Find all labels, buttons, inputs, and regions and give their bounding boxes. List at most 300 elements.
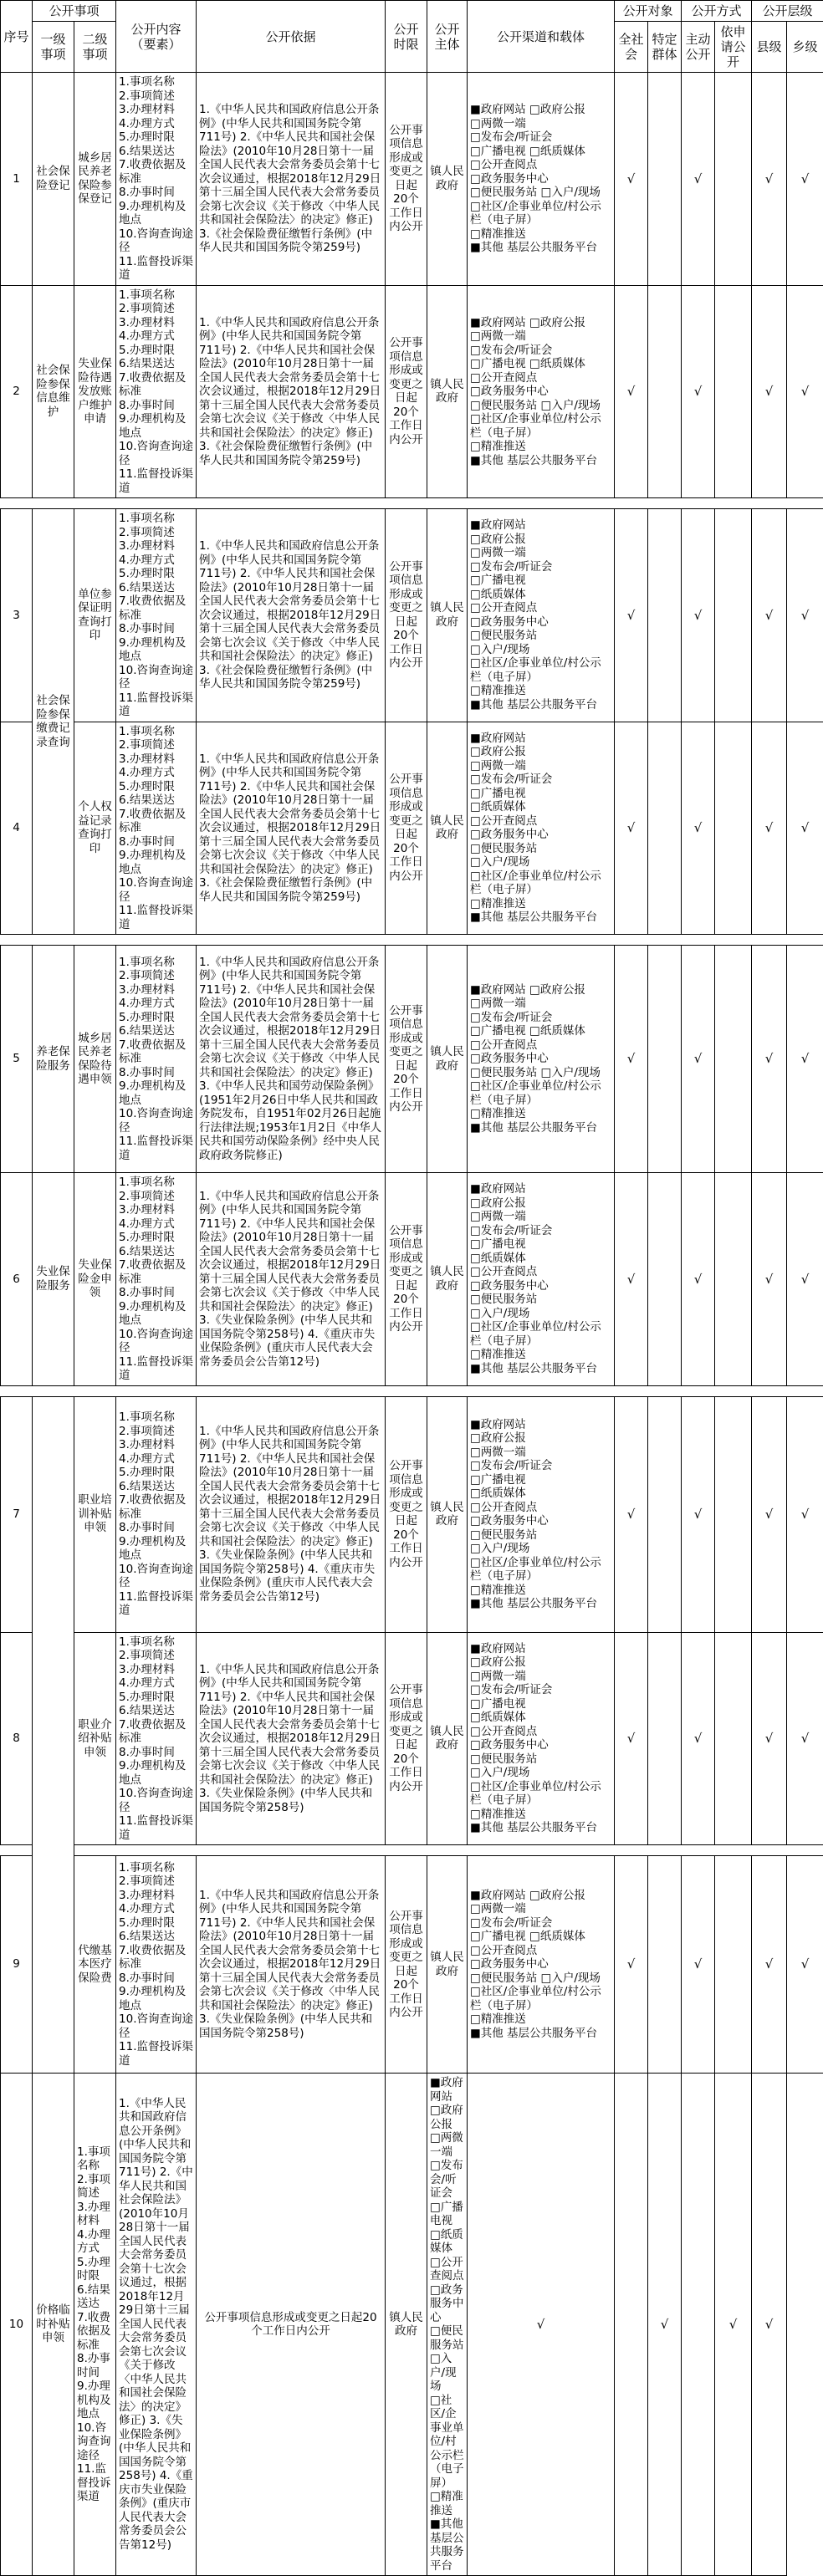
check-county: √ xyxy=(715,2074,752,2576)
channel-line: ■其他 基层公共服务平台 xyxy=(470,454,611,468)
time-limit: 公开事项信息形成或变更之日起20个工作日内公开 xyxy=(386,1856,427,2074)
check-all-society: √ xyxy=(615,1396,648,1632)
content-line: 5.办理时限 xyxy=(119,1011,193,1025)
content-line: 7.收费依据及标准 xyxy=(119,1493,193,1521)
table-row xyxy=(1,722,823,935)
check-on-request xyxy=(715,1856,752,2074)
channel-line: □社区/企事业单位/村公示栏（电子屏） xyxy=(470,1556,611,1584)
channel-line: □广播电视 xyxy=(470,1237,611,1252)
content-line: 8.办事时间 xyxy=(119,1521,193,1535)
check-town: √ xyxy=(787,73,823,286)
level2-item: 职业介绍补贴申领 xyxy=(74,1632,116,1845)
check-specific-group xyxy=(648,73,682,286)
header-object-group: 公开对象 xyxy=(615,1,682,22)
channel-line: ■政府网站 □政府公报 xyxy=(470,1889,611,1903)
row-number: 1 xyxy=(1,73,33,286)
content-line: 8.办事时间 xyxy=(119,1286,193,1300)
group-separator xyxy=(1,1845,823,1856)
check-county: √ xyxy=(752,722,787,935)
row-number: 7 xyxy=(1,1396,33,1632)
content-elements xyxy=(116,1632,197,1845)
check-all-society: √ xyxy=(615,946,648,1173)
channel-line: □纸质媒体 xyxy=(470,588,611,602)
time-limit: 公开事项信息形成或变更之日起20个工作日内公开 xyxy=(386,946,427,1173)
channel-line: □两微一端 xyxy=(430,2131,464,2159)
channel-line: □发布会/听证会 xyxy=(470,773,611,787)
content-line: 2.事项简述 xyxy=(119,526,193,540)
channel-line: □便民服务站 xyxy=(470,1293,611,1307)
content-line: 4.办理方式 xyxy=(119,553,193,568)
time-limit: 公开事项信息形成或变更之日起20个工作日内公开 xyxy=(386,1396,427,1632)
content-line: 9.办理机构及地点 xyxy=(119,200,193,227)
content-line: 8.办事时间 xyxy=(119,1066,193,1080)
check-county: √ xyxy=(752,1856,787,2074)
content-line: 6.结果送达 xyxy=(119,1024,193,1038)
level2-item: 个人权益记录查询打印 xyxy=(74,722,116,935)
channel-line: □公开查阅点 xyxy=(470,371,611,385)
channel-line: □便民服务站 □入户/现场 xyxy=(470,1066,611,1080)
content-line: 6.结果送达 xyxy=(77,2283,113,2311)
content-line: 7.收费依据及标准 xyxy=(119,1258,193,1286)
content-line: 8.办事时间 xyxy=(77,2352,113,2380)
channel-line: □社区/企事业单位/村公示栏（电子屏） xyxy=(470,1320,611,1348)
header-county: 县级 xyxy=(752,22,787,73)
channel-line: □精准推送 xyxy=(470,1348,611,1362)
channel-line: □公开查阅点 xyxy=(470,158,611,172)
check-specific-group xyxy=(648,1173,682,1386)
header-town: 乡级 xyxy=(787,22,823,73)
channel-line: □两微一端 xyxy=(470,1210,611,1224)
subject: 镇人民政府 xyxy=(427,1856,468,2074)
content-line: 9.办理机构及地点 xyxy=(119,1535,193,1563)
content-line: 11.监督投诉渠道 xyxy=(119,691,193,719)
content-line: 6.结果送达 xyxy=(119,581,193,595)
channel-line: □便民服务站 xyxy=(470,629,611,643)
channel-line: □两微一端 xyxy=(470,546,611,560)
channel-list xyxy=(468,1856,615,2074)
channel-line: □发布会/听证会 xyxy=(470,1459,611,1473)
header-seq: 序号 xyxy=(1,1,33,73)
channel-line: □纸质媒体 xyxy=(430,2228,464,2256)
content-line: 1.事项名称 xyxy=(119,1635,193,1650)
channel-line: □两微一端 xyxy=(470,117,611,131)
row-number: 2 xyxy=(1,285,33,498)
channel-line: □政务服务中心 xyxy=(470,828,611,842)
check-town: √ xyxy=(787,1396,823,1632)
table-row xyxy=(1,1396,823,1632)
channel-line: □纸质媒体 xyxy=(470,800,611,814)
content-line: 11.监督投诉渠道 xyxy=(119,1814,193,1842)
check-on-request xyxy=(715,285,752,498)
content-line: 4.办理方式 xyxy=(119,997,193,1011)
check-on-request xyxy=(682,2074,715,2576)
channel-line: □社区/企事业单位/村公示栏（电子屏） xyxy=(430,2394,464,2491)
basis-text: 1.《中华人民共和国政府信息公开条例》(中华人民共和国国务院令第711号) 2.《中华人民共和国社会保险法》(2010年10月28日第十一届全国人民代表大会常务委员会第十七次会议通过，根据2018年12月29日第十三届全国人民代表大会常务委员会第七次会议《关于修改〈中华人民共和国社会保险法〉的决定》修正) 3.《社会保险费征缴暂行条例》(中华人民共和国国务院令第259号) xyxy=(197,722,386,935)
content-elements xyxy=(116,946,197,1173)
check-town: √ xyxy=(787,285,823,498)
separator-cell xyxy=(1,1385,823,1396)
channel-list xyxy=(468,1632,615,1845)
check-active: √ xyxy=(682,1396,715,1632)
channel-line: □社区/企事业单位/村公示栏（电子屏） xyxy=(470,870,611,897)
channel-line: □政府公报 xyxy=(470,745,611,759)
content-line: 10.咨询查询途径 xyxy=(119,1787,193,1814)
check-town: √ xyxy=(752,2074,787,2576)
basis-text: 1.《中华人民共和国政府信息公开条例》(中华人民共和国国务院令第711号) 2.《中华人民共和国社会保险法》(2010年10月28日第十一届全国人民代表大会常务委员会第十七次会议通过，根据2018年12月29日第十三届全国人民代表大会常务委员会第七次会议《关于修改〈中华人民共和国社会保险法〉的决定》修正) 3.《失业保险条例》(中华人民共和国国务院令第258号) 4.《重庆市失业保险条例》(重庆市人民代表大会常务委员会公告第12号) xyxy=(197,1173,386,1386)
level2-item: 单位参保证明查询打印 xyxy=(74,509,116,722)
content-line: 8.办事时间 xyxy=(119,622,193,636)
channel-line: □发布会/听证会 xyxy=(470,1224,611,1238)
header-time: 公开时限 xyxy=(386,1,427,73)
content-line: 8.办事时间 xyxy=(119,1746,193,1760)
channel-line: ■政府网站 xyxy=(470,518,611,533)
check-county: √ xyxy=(752,946,787,1173)
channel-list xyxy=(468,509,615,722)
content-line: 10.咨询查询途径 xyxy=(119,2012,193,2040)
basis-text: 1.《中华人民共和国政府信息公开条例》(中华人民共和国国务院令第711号) 2.《中华人民共和国社会保险法》(2010年10月28日第十一届全国人民代表大会常务委员会第十七次会议通过，根据2018年12月29日第十三届全国人民代表大会常务委员会第七次会议《关于修改〈中华人民共和国社会保险法〉的决定》修正) 3.《失业保险条例》(中华人民共和国国务院令第258号) xyxy=(197,1856,386,2074)
channel-line: □便民服务站 □入户/现场 xyxy=(470,186,611,200)
row-number: 5 xyxy=(1,946,33,1173)
check-all-society: √ xyxy=(615,1856,648,2074)
check-town: √ xyxy=(787,509,823,722)
check-town: √ xyxy=(787,1632,823,1845)
content-line: 7.收费依据及标准 xyxy=(119,1718,193,1746)
channel-line: □精准推送 xyxy=(470,897,611,911)
content-line: 1.事项名称 xyxy=(119,512,193,526)
table-row xyxy=(1,509,823,722)
check-active: √ xyxy=(682,1856,715,2074)
subject: 镇人民政府 xyxy=(427,1632,468,1845)
content-line: 1.事项名称 xyxy=(119,75,193,89)
check-all-society: √ xyxy=(615,509,648,722)
content-line: 3.办理材料 xyxy=(119,103,193,117)
header-basis: 公开依据 xyxy=(197,1,386,73)
basis-text: 1.《中华人民共和国政府信息公开条例》(中华人民共和国国务院令第711号) 2.《中华人民共和国社会保险法》(2010年10月28日第十一届全国人民代表大会常务委员会第十七次会议通过，根据2018年12月29日第十三届全国人民代表大会常务委员会第七次会议《关于修改〈中华人民共和国社会保险法〉的决定》修正) 3.《中华人民共和国劳动保险条例》(1951年2月26日中华人民共和国政务院发布，自1951年02月26日起施行法律法规;1953年1月2日《中华人民共和国劳动保险条例》经中央人民政府政务院修正) xyxy=(197,946,386,1173)
channel-line: □政府公报 xyxy=(470,533,611,547)
check-active: √ xyxy=(682,1632,715,1845)
channel-line: □两微一端 xyxy=(470,329,611,344)
check-on-request xyxy=(715,1396,752,1632)
channel-line: □便民服务站 xyxy=(470,1752,611,1767)
content-elements xyxy=(116,73,197,286)
content-line: 4.办理方式 xyxy=(119,329,193,344)
channel-line: □两微一端 xyxy=(470,1902,611,1916)
channel-list xyxy=(468,722,615,935)
level1-item: 社会保险参保缴费记录查询 xyxy=(33,509,74,935)
channel-line: ■其他 基层公共服务平台 xyxy=(470,911,611,925)
content-line: 6.结果送达 xyxy=(119,1245,193,1259)
time-limit: 公开事项信息形成或变更之日起20个工作日内公开 xyxy=(197,2074,386,2576)
content-line: 2.事项简述 xyxy=(119,89,193,104)
time-limit: 公开事项信息形成或变更之日起20个工作日内公开 xyxy=(386,73,427,286)
channel-line: □广播电视 □纸质媒体 xyxy=(470,145,611,159)
channel-line: ■政府网站 xyxy=(470,1182,611,1196)
content-line: 4.办理方式 xyxy=(77,2228,113,2256)
check-county: √ xyxy=(752,285,787,498)
channel-line: □两微一端 xyxy=(470,1446,611,1460)
content-line: 6.结果送达 xyxy=(119,1930,193,1944)
content-line: 3.办理材料 xyxy=(119,1889,193,1903)
channel-line: □两微一端 xyxy=(470,1670,611,1684)
channel-line: □便民服务站 xyxy=(470,842,611,856)
channel-line: □政务服务中心 xyxy=(470,1052,611,1066)
check-county: √ xyxy=(752,509,787,722)
level1-item xyxy=(33,1396,74,2074)
subject: 镇人民政府 xyxy=(427,1173,468,1386)
channel-line: ■其他 基层公共服务平台 xyxy=(470,241,611,255)
channel-line: □政务服务中心 xyxy=(470,1738,611,1752)
content-line: 9.办理机构及地点 xyxy=(119,1079,193,1107)
content-line: 6.结果送达 xyxy=(119,357,193,371)
channel-line: □入户/现场 xyxy=(470,1307,611,1321)
table-row xyxy=(1,1856,823,2074)
level2-item: 代缴基本医疗保险费 xyxy=(74,1856,116,2074)
channel-line: □政务服务中心 xyxy=(470,1279,611,1293)
header-subject: 公开主体 xyxy=(427,1,468,73)
basis-text: 1.《中华人民共和国政府信息公开条例》(中华人民共和国国务院令第711号) 2.《中华人民共和国社会保险法》(2010年10月28日第十一届全国人民代表大会常务委员会第十七次会议通过，根据2018年12月29日第十三届全国人民代表大会常务委员会第七次会议《关于修改〈中华人民共和国社会保险法〉的决定》修正) 3.《社会保险费征缴暂行条例》(中华人民共和国国务院令第259号) xyxy=(197,73,386,286)
channel-line: □精准推送 xyxy=(470,1808,611,1822)
check-county: √ xyxy=(752,1173,787,1386)
content-line: 6.结果送达 xyxy=(119,145,193,159)
check-all-society: √ xyxy=(615,285,648,498)
content-line: 1.事项名称 xyxy=(77,2145,113,2173)
group-separator xyxy=(1,935,823,946)
content-line: 7.收费依据及标准 xyxy=(119,808,193,835)
content-line: 11.监督投诉渠道 xyxy=(119,255,193,283)
level2-item: 失业保险待遇发放账户维护申请 xyxy=(74,285,116,498)
check-on-request xyxy=(715,1173,752,1386)
check-all-society: √ xyxy=(615,73,648,286)
content-line: 3.办理材料 xyxy=(77,2201,113,2228)
channel-line: □政务服务中心 xyxy=(470,385,611,399)
channel-line: ■政府网站 □政府公报 xyxy=(470,316,611,330)
content-line: 5.办理时限 xyxy=(119,1466,193,1480)
check-specific-group xyxy=(648,946,682,1173)
channel-list xyxy=(468,73,615,286)
content-line: 1.事项名称 xyxy=(119,1861,193,1875)
channel-line: ■其他 基层公共服务平台 xyxy=(470,2027,611,2041)
content-line: 6.结果送达 xyxy=(119,793,193,808)
content-line: 5.办理时限 xyxy=(119,344,193,358)
channel-line: □政府公报 xyxy=(430,2104,464,2131)
content-line: 1.事项名称 xyxy=(119,1410,193,1425)
content-line: 9.办理机构及地点 xyxy=(119,1300,193,1328)
content-elements xyxy=(116,1396,197,1632)
content-line: 5.办理时限 xyxy=(119,780,193,794)
check-specific-group xyxy=(648,1632,682,1845)
channel-line: □发布会/听证会 xyxy=(470,344,611,358)
channel-line: ■其他 基层公共服务平台 xyxy=(470,1821,611,1835)
table-row xyxy=(1,946,823,1173)
content-line: 7.收费依据及标准 xyxy=(77,2311,113,2353)
content-line: 10.咨询查询途径 xyxy=(77,2421,113,2463)
check-active: √ xyxy=(682,73,715,286)
content-line: 2.事项简述 xyxy=(119,738,193,752)
check-on-request xyxy=(715,1632,752,1845)
content-line: 1.事项名称 xyxy=(119,288,193,303)
channel-line: □社区/企事业单位/村公示栏（电子屏） xyxy=(470,1780,611,1808)
channel-line: □公开查阅点 xyxy=(470,1725,611,1739)
channel-line: □发布会/听证会 xyxy=(470,560,611,574)
content-line: 10.咨询查询途径 xyxy=(119,227,193,255)
basis-text: 1.《中华人民共和国政府信息公开条例》(中华人民共和国国务院令第711号) 2.《中华人民共和国社会保险法》(2010年10月28日第十一届全国人民代表大会常务委员会第十七次会议通过，根据2018年12月29日第十三届全国人民代表大会常务委员会第七次会议《关于修改〈中华人民共和国社会保险法〉的决定》修正) 3.《失业保险条例》(中华人民共和国国务院令第258号) xyxy=(197,1632,386,1845)
content-line: 5.办理时限 xyxy=(119,130,193,145)
row-number: 4 xyxy=(1,722,33,935)
content-line: 9.办理机构及地点 xyxy=(119,412,193,440)
level2-item: 价格临时补贴申领 xyxy=(33,2074,74,2576)
content-elements xyxy=(116,722,197,935)
channel-line: □便民服务站 xyxy=(470,1528,611,1543)
subject: 镇人民政府 xyxy=(386,2074,427,2576)
content-line: 9.办理机构及地点 xyxy=(119,1985,193,2012)
channel-line: ■政府网站 □政府公报 xyxy=(470,103,611,117)
content-line: 9.办理机构及地点 xyxy=(119,1759,193,1787)
check-county: √ xyxy=(752,1632,787,1845)
content-line: 11.监督投诉渠道 xyxy=(119,1590,193,1618)
content-line: 2.事项简述 xyxy=(119,1649,193,1663)
check-active: √ xyxy=(682,722,715,935)
level1-item: 失业保险服务 xyxy=(33,1173,74,1386)
check-on-request xyxy=(715,509,752,722)
separator-cell xyxy=(1,1845,823,1856)
check-specific-group xyxy=(648,1396,682,1632)
row-number: 6 xyxy=(1,1173,33,1386)
content-line: 4.办理方式 xyxy=(119,1902,193,1916)
check-town: √ xyxy=(787,946,823,1173)
content-line: 3.办理材料 xyxy=(119,752,193,767)
channel-line: □精准推送 xyxy=(470,2012,611,2027)
content-line: 5.办理时限 xyxy=(119,1916,193,1931)
content-line: 3.办理材料 xyxy=(119,983,193,997)
check-specific-group xyxy=(615,2074,648,2576)
channel-line: □便民服务站 xyxy=(430,2324,464,2352)
channel-line: □便民服务站 □入户/现场 xyxy=(470,399,611,413)
time-limit: 公开事项信息形成或变更之日起20个工作日内公开 xyxy=(386,722,427,935)
check-active: √ xyxy=(682,1173,715,1386)
channel-line: ■政府网站 □政府公报 xyxy=(470,983,611,997)
subject: 镇人民政府 xyxy=(427,946,468,1173)
content-line: 5.办理时限 xyxy=(119,1691,193,1705)
level2-item: 城乡居民养老保险参保登记 xyxy=(74,73,116,286)
channel-line: □政务服务中心 xyxy=(470,1514,611,1528)
channel-line: □发布会/听证会 xyxy=(430,2159,464,2201)
level2-item: 城乡居民养老保险待遇申领 xyxy=(74,946,116,1173)
basis-text: 1.《中华人民共和国政府信息公开条例》(中华人民共和国国务院令第711号) 2.《中华人民共和国社会保险法》(2010年10月28日第十一届全国人民代表大会常务委员会第十七次会议通过，根据2018年12月29日第十三届全国人民代表大会常务委员会第七次会议《关于修改〈中华人民共和国社会保险法〉的决定》修正) 3.《失业保险条例》(中华人民共和国国务院令第258号) 4.《重庆市失业保险条例》(重庆市人民代表大会常务委员会公告第12号) xyxy=(116,2074,197,2576)
channel-line: □入户/现场 xyxy=(470,1766,611,1780)
channel-line: □广播电视 □纸质媒体 xyxy=(470,357,611,371)
check-specific-group xyxy=(648,1856,682,2074)
channel-line: □发布会/听证会 xyxy=(470,1916,611,1931)
check-all-society: √ xyxy=(615,722,648,935)
content-line: 1.事项名称 xyxy=(119,725,193,739)
content-line: 9.办理机构及地点 xyxy=(77,2380,113,2421)
check-specific-group xyxy=(648,509,682,722)
content-line: 10.咨询查询途径 xyxy=(119,1107,193,1135)
row-number: 9 xyxy=(1,1856,33,2074)
content-line: 1.事项名称 xyxy=(119,956,193,970)
content-line: 10.咨询查询途径 xyxy=(119,440,193,467)
content-line: 8.办事时间 xyxy=(119,835,193,849)
check-town: √ xyxy=(787,1173,823,1386)
table-row xyxy=(1,2074,823,2576)
content-line: 2.事项简述 xyxy=(119,1875,193,1889)
basis-text: 1.《中华人民共和国政府信息公开条例》(中华人民共和国国务院令第711号) 2.《中华人民共和国社会保险法》(2010年10月28日第十一届全国人民代表大会常务委员会第十七次会议通过，根据2018年12月29日第十三届全国人民代表大会常务委员会第七次会议《关于修改〈中华人民共和国社会保险法〉的决定》修正) 3.《社会保险费征缴暂行条例》(中华人民共和国国务院令第259号) xyxy=(197,285,386,498)
content-line: 8.办事时间 xyxy=(119,186,193,200)
check-specific-group xyxy=(648,722,682,935)
row-number: 3 xyxy=(1,509,33,722)
channel-line: ■其他 基层公共服务平台 xyxy=(470,1121,611,1135)
level1-item: 养老保险服务 xyxy=(33,946,74,1173)
channel-line: □政务服务中心 xyxy=(470,1957,611,1972)
header-specific-group: 特定群体 xyxy=(648,22,682,73)
content-line: 11.监督投诉渠道 xyxy=(119,467,193,495)
channel-line: □广播电视 xyxy=(470,787,611,801)
content-line: 3.办理材料 xyxy=(119,1203,193,1217)
content-elements xyxy=(116,1173,197,1386)
check-active: √ xyxy=(648,2074,682,2576)
check-active: √ xyxy=(682,509,715,722)
table-row xyxy=(1,1173,823,1386)
channel-line: □社区/企事业单位/村公示栏（电子屏） xyxy=(470,200,611,227)
check-all-society: √ xyxy=(615,1173,648,1386)
time-limit: 公开事项信息形成或变更之日起20个工作日内公开 xyxy=(386,509,427,722)
channel-line: □公开查阅点 xyxy=(470,1265,611,1279)
channel-line: □广播电视 xyxy=(430,2201,464,2228)
content-line: 2.事项简述 xyxy=(119,969,193,983)
channel-line: □政务服务中心 xyxy=(470,615,611,630)
check-active: √ xyxy=(682,946,715,1173)
content-line: 10.咨询查询途径 xyxy=(119,876,193,904)
content-line: 1.事项名称 xyxy=(119,1176,193,1190)
header-item-group: 公开事项 xyxy=(33,1,116,22)
channel-line: □社区/企事业单位/村公示栏（电子屏） xyxy=(470,1079,611,1107)
content-line: 11.监督投诉渠道 xyxy=(119,904,193,931)
header-channel: 公开渠道和载体 xyxy=(468,1,615,73)
channel-line: □精准推送 xyxy=(430,2490,464,2517)
content-line: 4.办理方式 xyxy=(119,766,193,780)
channel-line: □精准推送 xyxy=(470,440,611,454)
channel-line: □广播电视 □纸质媒体 xyxy=(470,1024,611,1038)
channel-line: □两微一端 xyxy=(470,997,611,1011)
content-line: 10.咨询查询途径 xyxy=(119,1563,193,1590)
channel-line: □广播电视 □纸质媒体 xyxy=(470,1930,611,1944)
time-limit: 公开事项信息形成或变更之日起20个工作日内公开 xyxy=(386,1632,427,1845)
header-level-group: 公开层级 xyxy=(752,1,823,22)
content-line: 9.办理机构及地点 xyxy=(119,636,193,664)
table-row xyxy=(1,1632,823,1845)
header-all-society: 全社会 xyxy=(615,22,648,73)
content-line: 4.办理方式 xyxy=(119,1452,193,1467)
content-elements xyxy=(116,509,197,722)
channel-line: □精准推送 xyxy=(470,227,611,242)
channel-line: □社区/企事业单位/村公示栏（电子屏） xyxy=(470,412,611,440)
channel-list xyxy=(468,285,615,498)
channel-list xyxy=(468,946,615,1173)
content-line: 2.事项简述 xyxy=(119,1425,193,1439)
check-all-society: √ xyxy=(468,2074,615,2576)
content-line: 7.收费依据及标准 xyxy=(119,1038,193,1066)
channel-line: ■政府网站 xyxy=(470,1642,611,1656)
separator-cell xyxy=(1,935,823,946)
channel-line: □社区/企事业单位/村公示栏（电子屏） xyxy=(470,1985,611,2012)
channel-line: □政府公报 xyxy=(470,1196,611,1211)
header-content: 公开内容（要素） xyxy=(116,1,197,73)
content-line: 6.结果送达 xyxy=(119,1704,193,1718)
separator-cell xyxy=(1,498,823,509)
content-line: 5.办理时限 xyxy=(119,1231,193,1245)
level1-item: 社会保险登记 xyxy=(33,73,74,286)
content-line: 11.监督投诉渠道 xyxy=(77,2462,113,2504)
